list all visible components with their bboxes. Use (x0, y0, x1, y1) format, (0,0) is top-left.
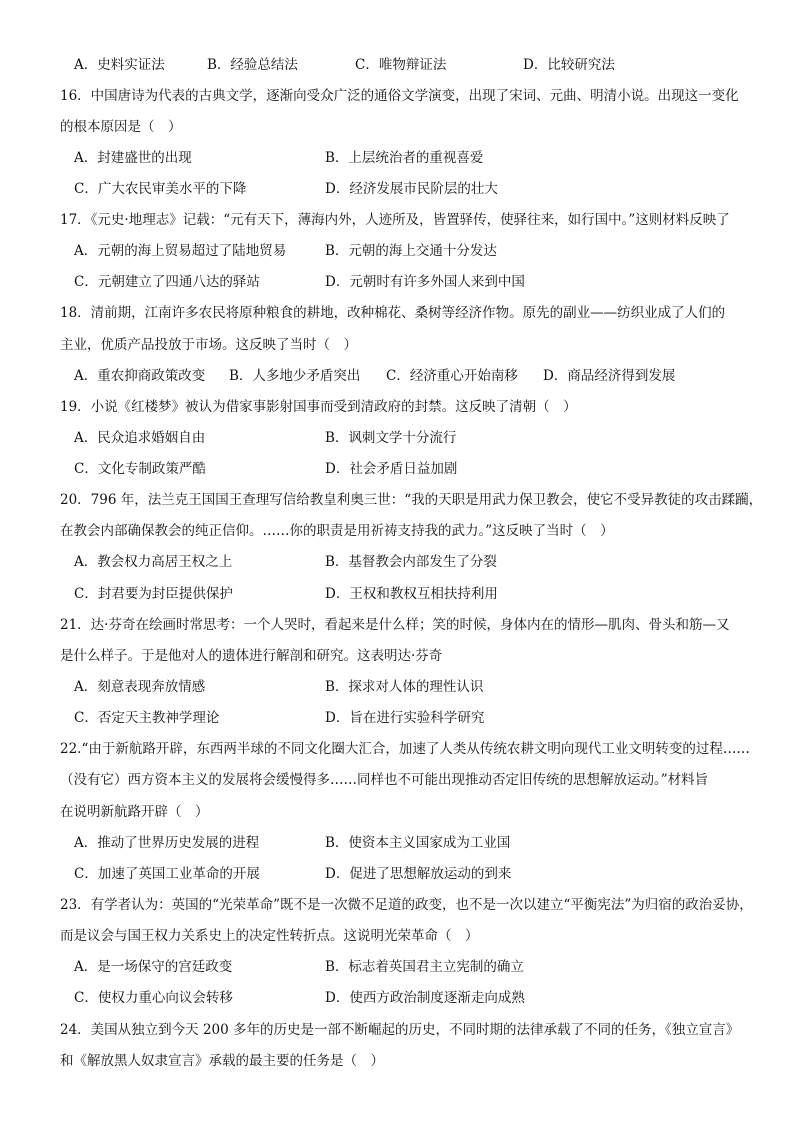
question-stem-line: 是什么样子。于是他对人的遗体进行解剖和研究。这表明达·芬奇 (60, 648, 443, 664)
option-b: B．基督教会内部发生了分裂 (325, 554, 497, 570)
option-b: B．经验总结法 (207, 57, 298, 73)
option-c: C．封君要为封臣提供保护 (74, 586, 233, 602)
option-c: C．文化专制政策严酷 (74, 461, 206, 477)
option-b: B．讽刺文学十分流行 (325, 430, 457, 446)
option-c: C．加速了英国工业革命的开展 (74, 866, 260, 882)
option-b: B．人多地少矛盾突出 (229, 368, 361, 384)
option-c: C．元朝建立了四通八达的驿站 (74, 274, 260, 290)
option-a: A．史料实证法 (74, 57, 165, 73)
option-a: A．元朝的海上贸易超过了陆地贸易 (74, 243, 287, 259)
question-stem-line: 和《解放黑人奴隶宣言》承载的最主要的任务是（ ） (60, 1053, 384, 1069)
option-d: D．旨在进行实验科学研究 (325, 710, 485, 726)
question-stem-line: 主业，优质产品投放于市场。这反映了当时（ ） (60, 337, 357, 353)
question-stem-line: 17．《元史·地理志》记载：“元有天下，薄海内外，人迹所及，皆置驿传，使驿往来，如行国中。”这则材料反映了 (60, 212, 730, 228)
question-stem-line: 在教会内部确保教会的纯正信仰。……你的职责是用祈祷支持我的武力。”这反映了当时（ ） (60, 523, 614, 539)
option-b: B．使资本主义国家成为工业国 (325, 835, 511, 851)
option-c: C．广大农民审美水平的下降 (74, 181, 247, 197)
question-stem-line: 18．清前期，江南许多农民将原种粮食的耕地，改种棉花、桑树等经济作物。原先的副业——纺织业成了人们的 (60, 305, 726, 321)
option-a: A．封建盛世的出现 (74, 150, 192, 166)
question-stem-line: 24．美国从独立到今天 200 多年的历史是一部不断崛起的历史，不同时期的法律承载了不同的任务，《独立宣言》 (60, 1022, 740, 1038)
option-a: A．是一场保守的宫廷政变 (74, 959, 233, 975)
option-a: A．重农抑商政策改变 (74, 368, 206, 384)
option-b: B．探求对人体的理性认识 (325, 679, 484, 695)
option-a: A．推动了世界历史发展的进程 (74, 835, 260, 851)
option-d: D．社会矛盾日益加剧 (325, 461, 458, 477)
option-d: D．促进了思想解放运动的到来 (325, 866, 512, 882)
question-stem-line: 的根本原因是（ ） (60, 119, 182, 135)
question-stem-line: （没有它）西方资本主义的发展将会缓慢得多……同样也不可能出现推动否定旧传统的思想解放运动。”材料旨 (60, 772, 709, 788)
question-stem-line: 在说明新航路开辟（ ） (60, 804, 209, 820)
question-stem-line: 20．796 年，法兰克王国国王查理写信给教皇利奥三世：“我的天职是用武力保卫教会，使它不受异教徒的攻击蹂躏， (60, 492, 763, 508)
option-d: D．商品经济得到发展 (543, 368, 676, 384)
question-stem-line: 21．达·芬奇在绘画时常思考：一个人哭时，看起来是什么样；笑的时候，身体内在的情形—肌肉、骨头和筋—又 (60, 617, 730, 633)
option-d: D．经济发展市民阶层的壮大 (325, 181, 498, 197)
option-c: C．否定天主教神学理论 (74, 710, 220, 726)
option-d: D．元朝时有许多外国人来到中国 (325, 274, 525, 290)
option-b: B．上层统治者的重视喜爱 (325, 150, 484, 166)
question-stem-line: 23．有学者认为：英国的“光荣革命”既不是一次微不足道的政变，也不是一次以建立“平衡宪法”为归宿的政治妥协， (60, 897, 753, 913)
question-stem-line: 22.“由于新航路开辟，东西两半球的不同文化圈大汇合，加速了人类从传统农耕文明向现代工业文明转变的过程…… (60, 741, 750, 757)
option-d: D．比较研究法 (523, 57, 615, 73)
option-d: D．使西方政治制度逐渐走向成熟 (325, 990, 525, 1006)
option-c: C．使权力重心向议会转移 (74, 990, 233, 1006)
option-a: A．民众追求婚姻自由 (74, 430, 206, 446)
option-a: A．教会权力高居王权之上 (74, 554, 233, 570)
option-d: D．王权和教权互相扶持利用 (325, 586, 498, 602)
option-c: C．经济重心开始南移 (386, 368, 518, 384)
option-a: A．刻意表现奔放情感 (74, 679, 206, 695)
question-stem-line: 而是议会与国王权力关系史上的决定性转折点。这说明光荣革命（ ） (60, 928, 479, 944)
question-stem-line: 19．小说《红楼梦》被认为借家事影射国事而受到清政府的封禁。这反映了清朝（ ） (60, 399, 577, 415)
option-b: B．标志着英国君主立宪制的确立 (325, 959, 524, 975)
question-stem-line: 16．中国唐诗为代表的古典文学，逐渐向受众广泛的通俗文学演变，出现了宋词、元曲、明清小说。出现这一变化 (60, 88, 739, 104)
option-c: C．唯物辩证法 (355, 57, 447, 73)
option-b: B．元朝的海上交通十分发达 (325, 243, 497, 259)
